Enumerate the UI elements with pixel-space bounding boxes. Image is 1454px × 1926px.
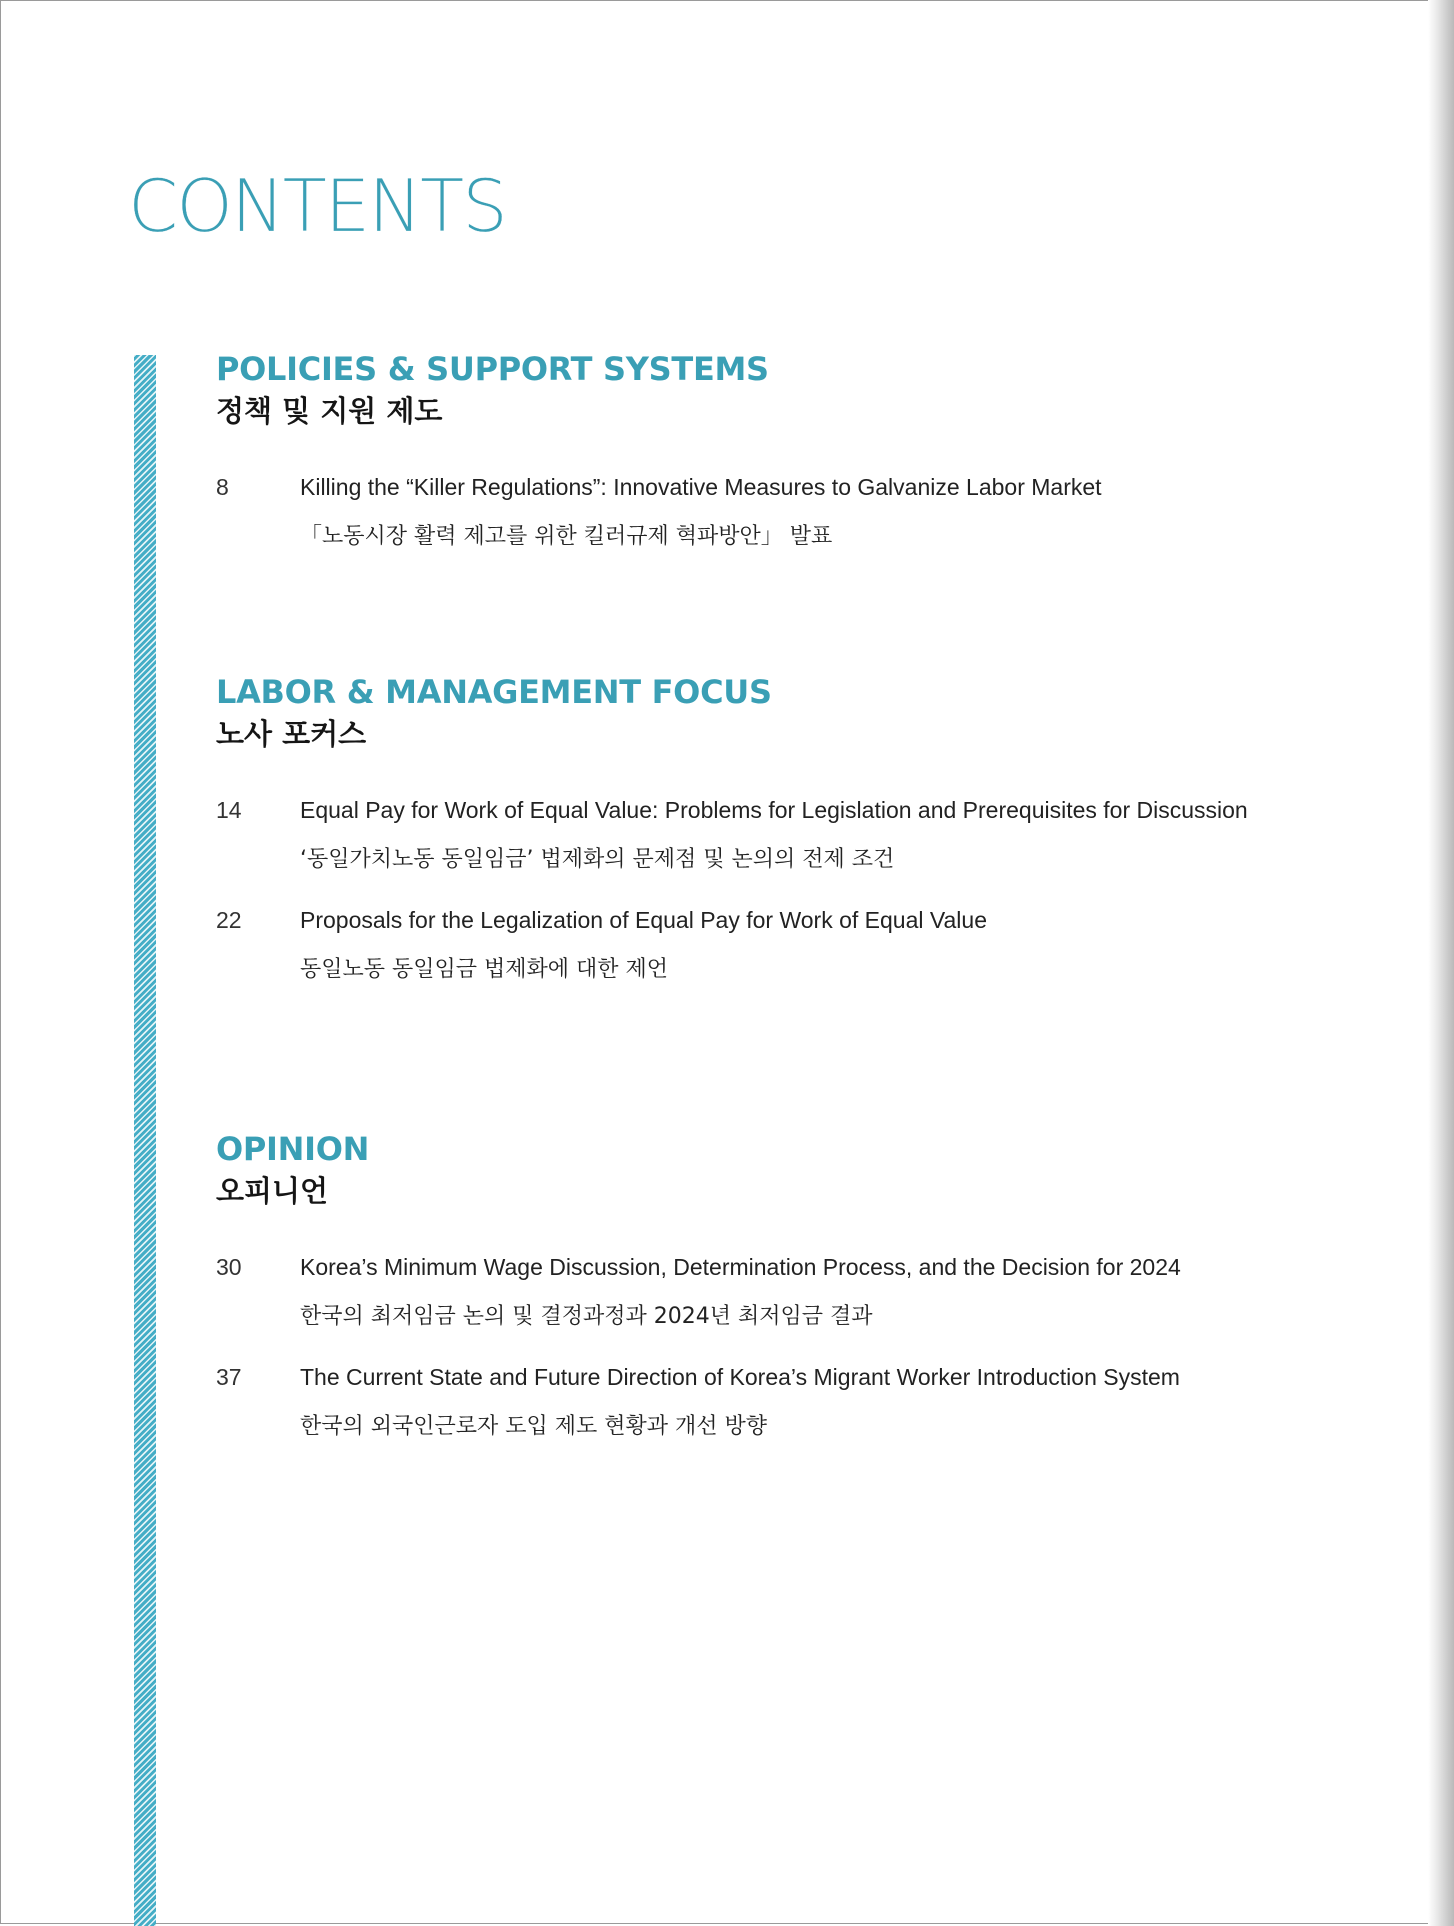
toc-entry[interactable] (216, 796, 1316, 906)
section-title-en: POLICIES & SUPPORT SYSTEMS (216, 350, 769, 388)
page-edge-shadow (1428, 0, 1454, 1926)
entry-list (216, 796, 1316, 1016)
toc-entry[interactable] (216, 1363, 1316, 1473)
decorative-stripe-bar (134, 355, 156, 1926)
entry-list (216, 473, 1316, 583)
section-title-en: OPINION (216, 1130, 370, 1168)
entry-page-number: 14 (216, 797, 242, 823)
entry-title-ko: ‘동일가치노동 동일임금’ 법제화의 문제점 및 논의의 전제 조건 (300, 847, 895, 872)
section-title-ko: 정책 및 지원 제도 (216, 394, 443, 428)
entry-title-en: Korea’s Minimum Wage Discussion, Determination Process, and the Decision for 2024 (300, 1254, 1181, 1280)
section-title-ko: 오피니언 (216, 1174, 329, 1208)
section-title-ko: 노사 포커스 (216, 717, 367, 751)
entry-title-ko: 「노동시장 활력 제고를 위한 킬러규제 혁파방안」 발표 (300, 524, 833, 549)
page-title: CONTENTS (128, 164, 506, 248)
entry-title-en: Proposals for the Legalization of Equal Pay for Work of Equal Value (300, 907, 987, 933)
entry-list (216, 1253, 1316, 1473)
toc-entry[interactable] (216, 1253, 1316, 1363)
entry-page-number: 37 (216, 1364, 242, 1390)
section-labor-management (216, 674, 1316, 1016)
entry-page-number: 30 (216, 1254, 242, 1280)
entry-title-ko: 한국의 최저임금 논의 및 결정과정과 2024년 최저임금 결과 (300, 1304, 873, 1329)
entry-page-number: 22 (216, 907, 242, 933)
entry-title-en: The Current State and Future Direction of Korea’s Migrant Worker Introduction System (300, 1364, 1180, 1390)
section-opinion (216, 1131, 1316, 1473)
entry-title-en: Equal Pay for Work of Equal Value: Problems for Legislation and Prerequisites for Discussion (300, 797, 1248, 823)
entry-title-en: Killing the “Killer Regulations”: Innovative Measures to Galvanize Labor Market (300, 474, 1102, 500)
toc-entry[interactable] (216, 473, 1316, 583)
toc-entry[interactable] (216, 906, 1316, 1016)
entry-page-number: 8 (216, 474, 229, 500)
section-policies (216, 351, 1316, 583)
entry-title-ko: 한국의 외국인근로자 도입 제도 현황과 개선 방향 (300, 1414, 768, 1439)
entry-title-ko: 동일노동 동일임금 법제화에 대한 제언 (300, 957, 669, 982)
section-title-en: LABOR & MANAGEMENT FOCUS (216, 673, 772, 711)
